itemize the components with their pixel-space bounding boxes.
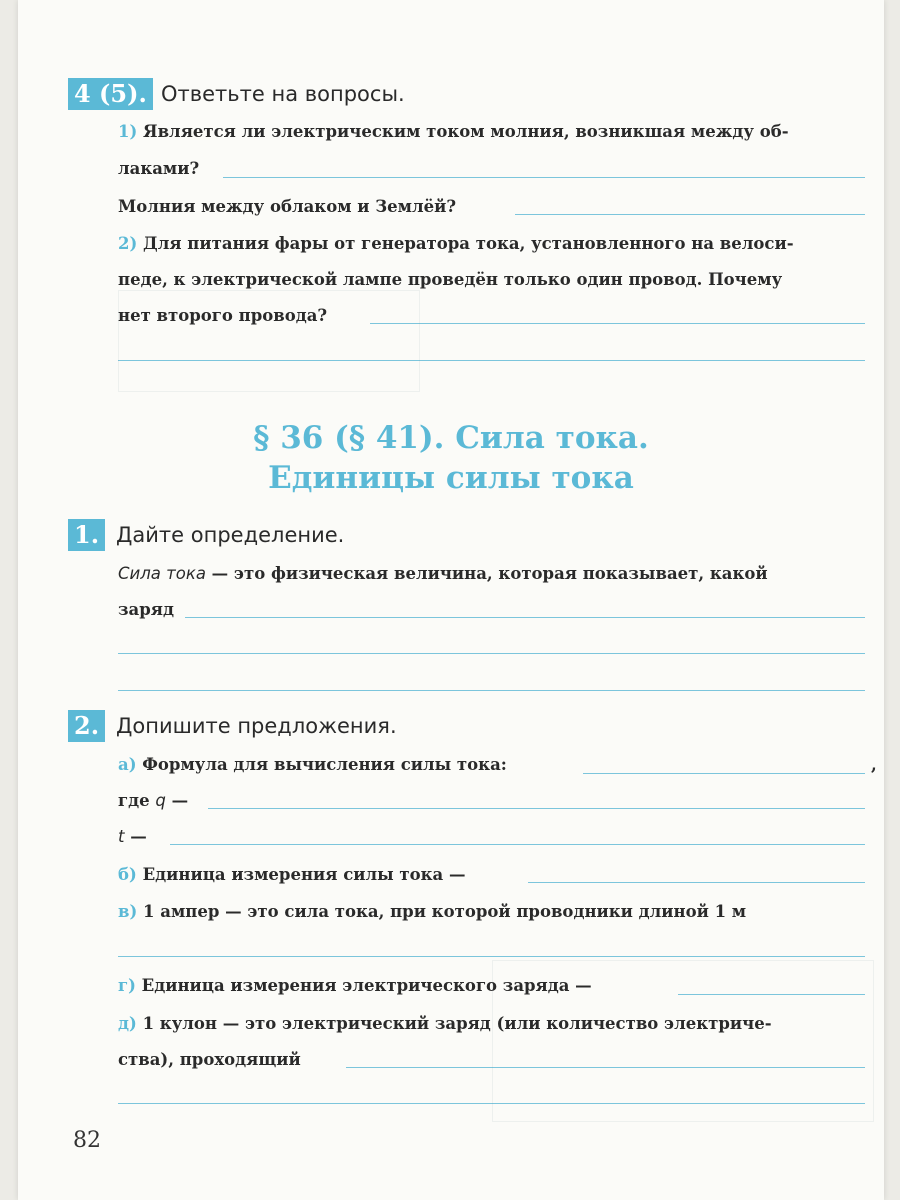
t-dash: — (124, 827, 147, 846)
formula-answer-line[interactable] (583, 773, 865, 774)
task-4-question-1-line-3: Молния между облаком и Землёй? (118, 197, 457, 216)
question-text: Для питания фары от генератора тока, установленного на велоси- (143, 234, 794, 253)
variable-q: q (155, 791, 166, 810)
variable-t: t (118, 827, 125, 846)
question-number: 2) (118, 234, 138, 253)
answer-line[interactable] (118, 956, 865, 957)
answer-line[interactable] (185, 617, 865, 618)
task-4-question-1-line-2: лаками? (118, 159, 200, 178)
workbook-page (18, 0, 884, 1200)
item-letter: б) (118, 865, 137, 884)
question-text: Является ли электрическим током молния, возникшая между об- (143, 122, 789, 141)
task-2-item-b (118, 864, 465, 886)
answer-line[interactable] (118, 690, 865, 691)
task-4-question-2-line-2: педе, к электрической лампе проведён только один провод. Почему (118, 270, 783, 289)
task-2-item-v (118, 901, 746, 923)
definition-text: — это физическая величина, которая показывает, какой (205, 564, 768, 583)
page-number: 82 (73, 1128, 101, 1153)
item-text: 1 кулон — это электрический заряд (или количество электриче- (142, 1014, 772, 1033)
answer-line[interactable] (170, 844, 865, 845)
answer-line[interactable] (118, 653, 865, 654)
task-2-where-t (118, 826, 147, 848)
question-number: 1) (118, 122, 138, 141)
task-1-definition-line-1 (118, 563, 768, 585)
answer-line[interactable] (370, 323, 865, 324)
bleed-through-box (492, 960, 874, 1122)
task-4-badge: 4 (5). (68, 78, 153, 110)
task-1-heading: Дайте определение. (116, 523, 345, 547)
item-letter: г) (118, 976, 136, 995)
item-text: Формула для вычисления силы тока: (142, 755, 507, 774)
task-4-heading: Ответьте на вопросы. (161, 82, 405, 106)
task-2-where-q (118, 790, 188, 812)
item-text: Единица измерения электрического заряда — (141, 976, 592, 995)
answer-line[interactable] (515, 214, 865, 215)
task-2-item-d-line-2: ства), проходящий (118, 1050, 301, 1069)
task-2-heading: Допишите предложения. (116, 714, 397, 738)
task-2-badge: 2. (68, 710, 105, 742)
task-4-question-1-line-1 (118, 121, 789, 143)
where-prefix: где (118, 791, 156, 810)
task-2-item-a (118, 754, 507, 776)
task-4-question-2-line-3: нет второго провода? (118, 306, 328, 325)
item-letter: д) (118, 1014, 137, 1033)
item-letter: а) (118, 755, 137, 774)
answer-line[interactable] (528, 882, 865, 883)
answer-line[interactable] (208, 808, 865, 809)
item-a-comma: , (871, 755, 877, 774)
where-dash: — (165, 791, 189, 810)
item-text: Единица измерения силы тока — (142, 865, 466, 884)
bleed-through-box (118, 290, 420, 392)
answer-line[interactable] (223, 177, 865, 178)
item-letter: в) (118, 902, 138, 921)
task-4-question-2-line-1 (118, 233, 794, 255)
task-1-badge: 1. (68, 519, 105, 551)
item-text: 1 ампер — это сила тока, при которой проводники длиной 1 м (143, 902, 747, 921)
section-title-line-1: § 36 (§ 41). Сила тока. (253, 420, 649, 456)
task-1-definition-line-2: заряд (118, 600, 174, 619)
section-title-line-2: Единицы силы тока (268, 460, 634, 496)
definition-term: Сила тока (118, 564, 206, 583)
